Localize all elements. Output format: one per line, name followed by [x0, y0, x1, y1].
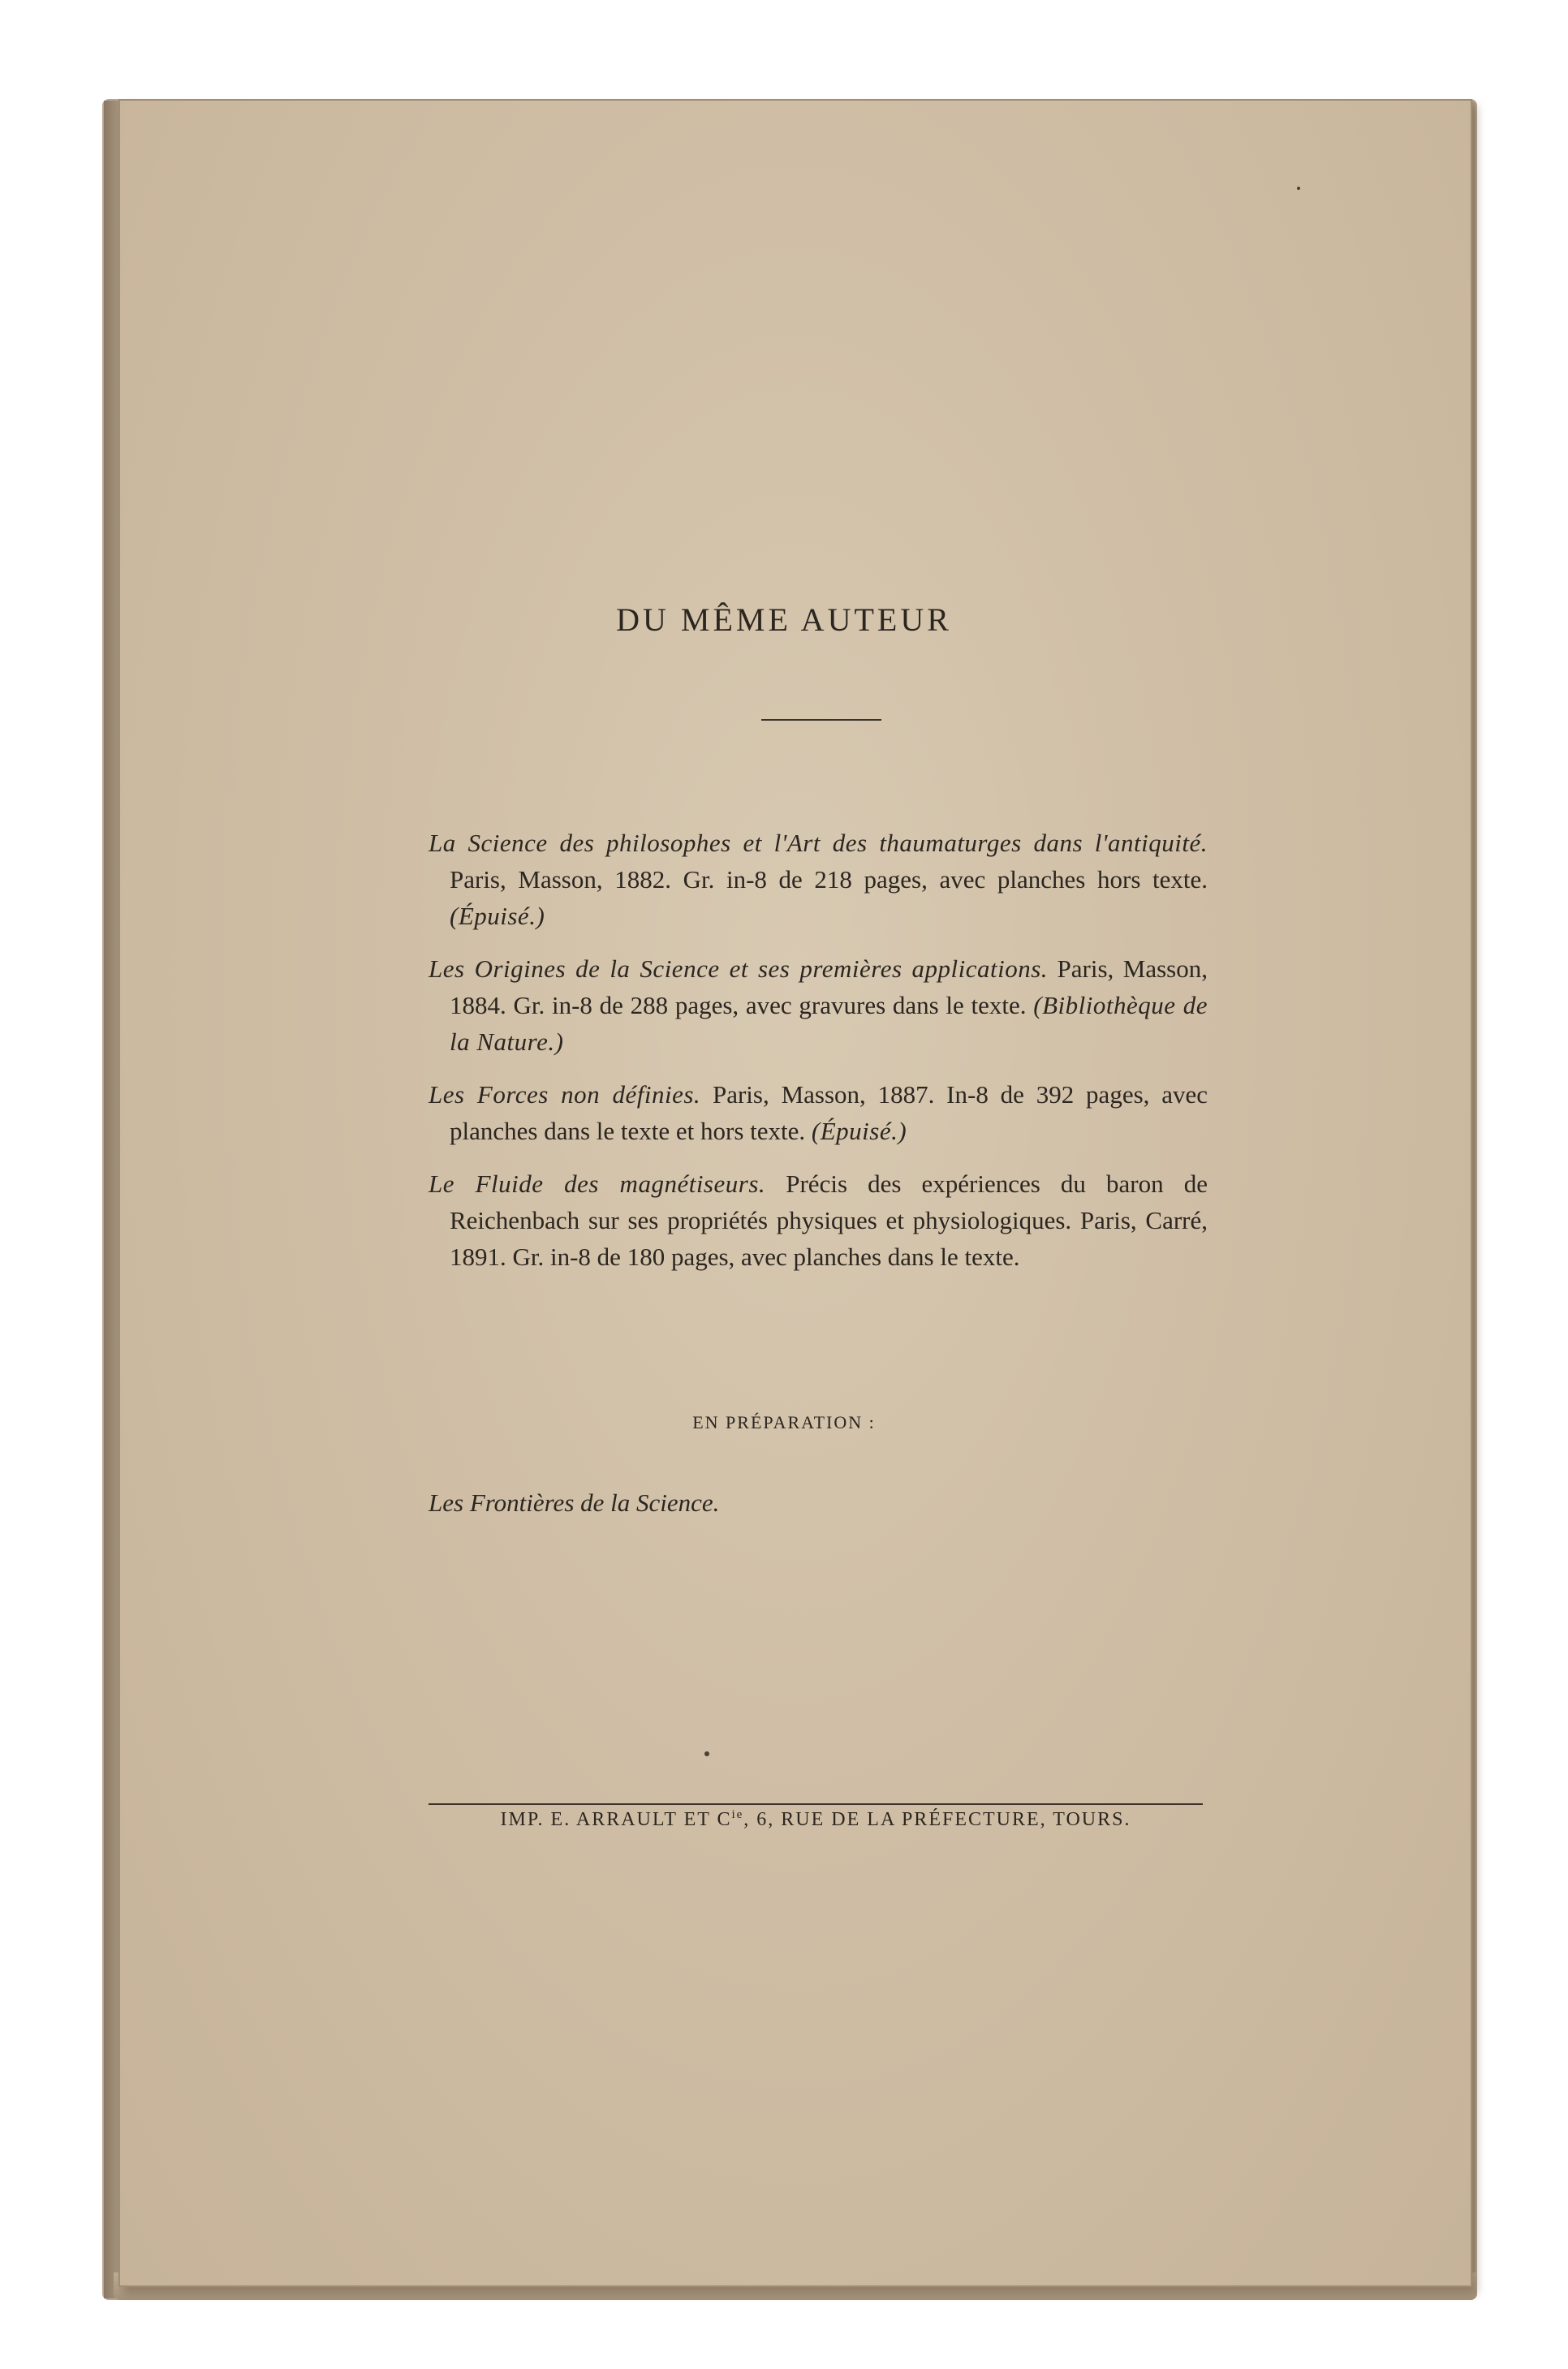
imprint-superscript: ie — [731, 1808, 744, 1821]
work-title: La Science des philosophes et l'Art des thaumaturges dans l'antiquité. — [429, 829, 1208, 857]
in-preparation-label: EN PRÉPARATION : — [692, 1412, 876, 1432]
work-details: Paris, Masson, 1887. In-8 de 392 pages, avec planches dans le texte et hors texte. — [450, 1080, 1208, 1145]
printer-imprint — [429, 1808, 1203, 1831]
imprint-after: , 6, RUE DE LA PRÉFECTURE, TOURS. — [743, 1809, 1131, 1830]
work-details: Paris, Masson, 1882. Gr. in-8 de 218 pages, avec planches hors texte. — [450, 865, 1208, 894]
paper-speck — [704, 1751, 709, 1756]
work-note: (Épuisé.) — [450, 902, 545, 930]
work-note: (Bibliothèque de la Nature.) — [450, 991, 1208, 1056]
bibliography-entry — [429, 1165, 1208, 1275]
imprint-rule — [429, 1803, 1203, 1805]
work-details: Précis des expériences du baron de Reichenbach sur ses propriétés physiques et physiologiques. Paris, Carré, 1891. Gr. in-8 de 180 pages, avec planches dans le texte. — [450, 1169, 1208, 1271]
bibliography-entry — [429, 950, 1208, 1060]
work-title: Le Fluide des magnétiseurs. — [429, 1169, 766, 1198]
bibliography-list — [429, 825, 1208, 1291]
bibliography-entry — [429, 1076, 1208, 1149]
work-details: Paris, Masson, 1884. Gr. in-8 de 288 pages, avec gravures dans le texte. — [450, 954, 1208, 1019]
imprint-before: IMP. E. ARRAULT ET C — [500, 1809, 732, 1830]
work-title: Les Origines de la Science et ses premières applications. — [429, 954, 1049, 983]
heading-rule — [761, 719, 881, 721]
page-heading: DU MÊME AUTEUR — [616, 601, 952, 638]
bibliography-entry — [429, 825, 1208, 934]
work-note: (Épuisé.) — [811, 1117, 907, 1145]
work-title: Les Forces non définies. — [429, 1080, 701, 1109]
forthcoming-title — [429, 1488, 719, 1518]
paper-speck — [1297, 187, 1300, 190]
forthcoming-title-text: Les Frontières de la Science. — [429, 1488, 720, 1517]
